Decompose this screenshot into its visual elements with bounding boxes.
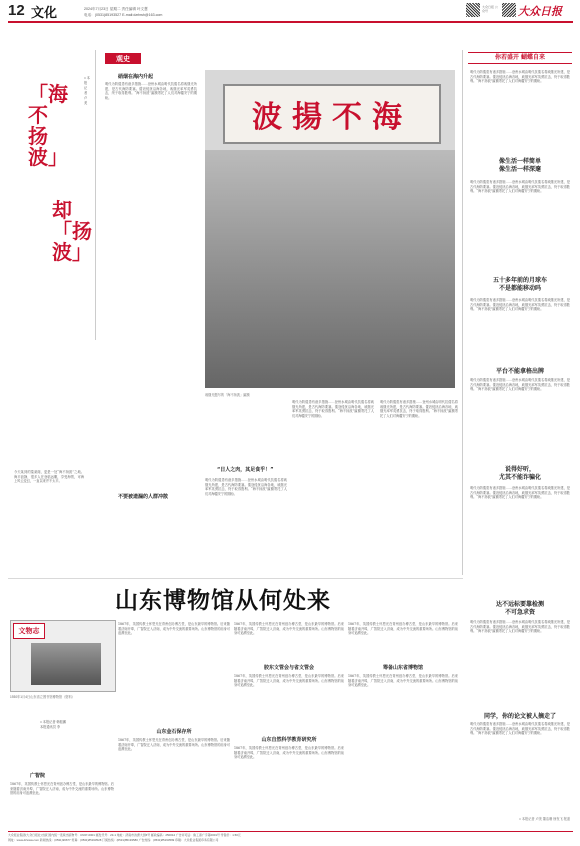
feature-text-a: 1867年，英国传教士怀恩光在青州创办博古堂，是山东最早的博物馆。后来随着济南开埠，广智院迁入济南，成为中外交流的重要场所。山东博物馆的前身可追溯至此。 bbox=[118, 738, 230, 752]
photo-caption: 戚继光题写的「海不扬波」匾额 bbox=[205, 393, 250, 397]
feature-text-b: 1867年，英国传教士怀恩光在青州创办博古堂，是山东最早的博物馆。后来随着济南开埠，广智院迁入济南，成为中外交流的重要场所。山东博物馆的前身可追溯至此。 bbox=[234, 674, 344, 688]
column-tag: 观史 bbox=[105, 53, 141, 64]
photo-frame bbox=[205, 70, 455, 388]
footer-rule bbox=[8, 831, 573, 832]
feature-text-d0: 1867年，英国传教士怀恩光在青州创办博古堂，是山东最早的博物馆。后来随着济南开埠，广智院迁入济南，成为中外交流的重要场所。山东博物馆的前身可追溯至此。 bbox=[348, 622, 458, 636]
building-photo bbox=[205, 150, 455, 388]
qr1-caption: 大众日报 公众号 bbox=[482, 5, 498, 13]
column-text-1: 明代为防倭患有诸多措施……登州水城由明代抗倭名将戚继光所建，是古代海防要塞。倭寇侵扰沿海各地，戚继光率军英勇抗击，终于取得胜利。“海不扬波”匾额寄托了人们对海疆安宁的期盼。 bbox=[105, 82, 197, 100]
feature-sub-a: 山东金石保存所 bbox=[156, 729, 192, 735]
article-text-2: 明代为防倭患有诸多措施……登州水城由明代抗倭名将戚继光所建，是古代海防要塞。倭寇侵扰沿海各地，戚继光率军英勇抗击，终于取得胜利。“海不扬波”匾额寄托了人们对海疆安宁的期盼。 bbox=[292, 400, 374, 418]
feature-sub-c: 山东自然科学教育研究所 bbox=[261, 737, 317, 743]
header-meta: 2024年7月23日 星期二 责任编辑 叶文慧 bbox=[84, 7, 148, 11]
article-text-1: 明代为防倭患有诸多措施……登州水城由明代抗倭名将戚继光所建，是古代海防要塞。倭寇侵扰沿海各地，戚继光率军英勇抗击，终于取得胜利。“海不扬波”匾额寄托了人们对海疆安宁的期盼。 bbox=[205, 478, 287, 496]
footer-line-2: 网址：www.dzwww.com 新闻热线：(0531)96677 传真：(0531)85193528 订阅热线：(0531)85193580 广告热线：(0531)85193599 印刷：大众报业集团印务有限公司 bbox=[8, 838, 219, 842]
historic-building-photo bbox=[31, 643, 101, 685]
right-text-6: 明代为防倭患有诸多措施……登州水城由明代抗倭名将戚继光所建，是古代海防要塞。倭寇侵扰沿海各地，戚继光率军英勇抗击，终于取得胜利。“海不扬波”匾额寄托了人们对海疆安宁的期盼。 bbox=[470, 620, 570, 634]
qr-code-icon[interactable] bbox=[466, 3, 480, 17]
right-subtitle-5: 达不远标要靠检测 不可急求资 bbox=[495, 601, 544, 616]
right-text-2: 明代为防倭患有诸多措施……登州水城由明代抗倭名将戚继光所建，是古代海防要塞。倭寇侵扰沿海各地，戚继光率军英勇抗击，终于取得胜利。“海不扬波”匾额寄托了人们对海疆安宁的期盼。 bbox=[470, 180, 570, 194]
sidebar-pullquote: 今天某到的蓬莱阁，更是一处“海不扬波”之地。海平浪静，很多人在登临远眺，享受海景，可海上风云变幻，一直以来并不太平。 bbox=[14, 470, 84, 484]
feature-byline: □ 本报记者 韩振鹏 本报通讯员 李 bbox=[40, 720, 67, 729]
section-title: 文化 bbox=[31, 6, 58, 21]
header-rule bbox=[8, 21, 573, 23]
plaque bbox=[223, 84, 441, 144]
header-contact: 电话：(0531)85193527 E-mail:dzrbwh@163.com bbox=[84, 13, 163, 17]
right-divider bbox=[462, 50, 463, 575]
article-text-3: 明代为防倭患有诸多措施……登州水城由明代抗倭名将戚继光所建，是古代海防要塞。倭寇侵扰沿海各地，戚继光率军英勇抗击，终于取得胜利。“海不扬波”匾额寄托了人们对海疆安宁的期盼。 bbox=[380, 400, 458, 418]
page-number: 12 bbox=[8, 2, 25, 19]
right-byline: □ 本报记者 卢美 董洁珊 徐发飞 报道 bbox=[519, 817, 570, 821]
feature-image-frame bbox=[10, 620, 116, 692]
feature-sub-d: 筹备山东省博物馆 bbox=[382, 665, 423, 671]
right-text-3: 明代为防倭患有诸多措施……登州水城由明代抗倭名将戚继光所建，是古代海防要塞。倭寇侵扰沿海各地，戚继光率军英勇抗击，终于取得胜利。“海不扬波”匾额寄托了人们对海疆安宁的期盼。 bbox=[470, 298, 570, 312]
plaque-text: 波揚不海 bbox=[252, 100, 412, 135]
column-small-title: 硝烟在海内升起 bbox=[118, 74, 154, 80]
column-headline-part1: 「海不扬波」 bbox=[28, 82, 68, 169]
article-title-1: “日人之肉，其足食乎！” bbox=[217, 467, 274, 473]
feature-sub-b: 胶东文管会与省文管会 bbox=[263, 665, 314, 671]
qr-code-icon[interactable] bbox=[502, 3, 516, 17]
right-text-7: 明代为防倭患有诸多措施……登州水城由明代抗倭名将戚继光所建，是古代海防要塞。倭寇侵扰沿海各地，戚继光率军英勇抗击，终于取得胜利。“海不扬波”匾额寄托了人们对海疆安宁的期盼。 bbox=[470, 722, 570, 736]
right-text-4: 明代为防倭患有诸多措施……登州水城由明代抗倭名将戚继光所建，是古代海防要塞。倭寇侵扰沿海各地，戚继光率军英勇抗击，终于取得胜利。“海不扬波”匾额寄托了人们对海疆安宁的期盼。 bbox=[470, 378, 570, 392]
right-text-1: 明代为防倭患有诸多措施……登州水城由明代抗倭名将戚继光所建，是古代海防要塞。倭寇侵扰沿海各地，戚继光率军英勇抗击，终于取得胜利。“海不扬波”匾额寄托了人们对海疆安宁的期盼。 bbox=[470, 70, 570, 84]
column-divider bbox=[95, 50, 96, 340]
feature-text-c: 1867年，英国传教士怀恩光在青州创办博古堂，是山东最早的博物馆。后来随着济南开埠，广智院迁入济南，成为中外交流的重要场所。山东博物馆的前身可追溯至此。 bbox=[234, 746, 344, 760]
right-text-5: 明代为防倭患有诸多措施……登州水城由明代抗倭名将戚继光所建，是古代海防要塞。倭寇侵扰沿海各地，戚继光率军英勇抗击，终于取得胜利。“海不扬波”匾额寄托了人们对海疆安宁的期盼。 bbox=[470, 486, 570, 500]
feature-text-e: 1867年，英国传教士怀恩光在青州创办博古堂，是山东最早的博物馆。后来随着济南开埠，广智院迁入济南，成为中外交流的重要场所。山东博物馆的前身可追溯至此。 bbox=[10, 782, 114, 796]
right-banner: 你若盛开 蝴蝶自来 bbox=[468, 52, 572, 64]
footer-line-1: 大众报业集团(大众日报社)出版 国内统一连续出版物号：CN37-0001 邮发代号：23-1 地址：济南市泺源大街6号 邮政编码：250014 广告许可证：鲁工商广字第0001号 零售价：1.50元 bbox=[8, 833, 241, 837]
right-subtitle-1: 像生活一样简单 像生活一样深邃 bbox=[498, 158, 541, 173]
feature-emblem: 文物志 bbox=[13, 623, 45, 639]
column-byline: □ 本报记者 卢美 bbox=[84, 76, 90, 105]
feature-sub-e: 广智院 bbox=[30, 773, 46, 779]
feature-text-d: 1867年，英国传教士怀恩光在青州创办博古堂，是山东最早的博物馆。后来随着济南开埠，广智院迁入济南，成为中外交流的重要场所。山东博物馆的前身可追溯至此。 bbox=[348, 674, 458, 688]
column-headline-part2: 却「扬波」 bbox=[52, 198, 92, 264]
feature-text-b0: 1867年，英国传教士怀恩光在青州创办博古堂，是山东最早的博物馆。后来随着济南开埠，广智院迁入济南，成为中外交流的重要场所。山东博物馆的前身可追溯至此。 bbox=[234, 622, 344, 636]
feature-photo-caption: 1930年1月4日山东省立图书馆博物馆（资料） bbox=[10, 695, 75, 699]
feature-headline: 山东博物馆从何处来 bbox=[115, 587, 331, 614]
right-subtitle-6: 同学，你的论文被人摘走了 bbox=[483, 713, 556, 720]
article-title-2: 不要被遗漏的人群冲散 bbox=[118, 494, 169, 500]
feature-top-rule bbox=[8, 578, 463, 579]
feature-intro: 1867年，英国传教士怀恩光在青州创办博古堂，是山东最早的博物馆。后来随着济南开埠，广智院迁入济南，成为中外交流的重要场所。山东博物馆的前身可追溯至此。 bbox=[118, 622, 230, 636]
right-subtitle-3: 平台不能拿格出牌 bbox=[495, 368, 544, 375]
newspaper-logo: 大众日报 bbox=[518, 5, 562, 18]
right-subtitle-2: 五十多年前的月球车 不是都能移动吗 bbox=[492, 277, 547, 292]
right-subtitle-4: 说得好听， 尤其不能诈骗化 bbox=[498, 466, 541, 481]
